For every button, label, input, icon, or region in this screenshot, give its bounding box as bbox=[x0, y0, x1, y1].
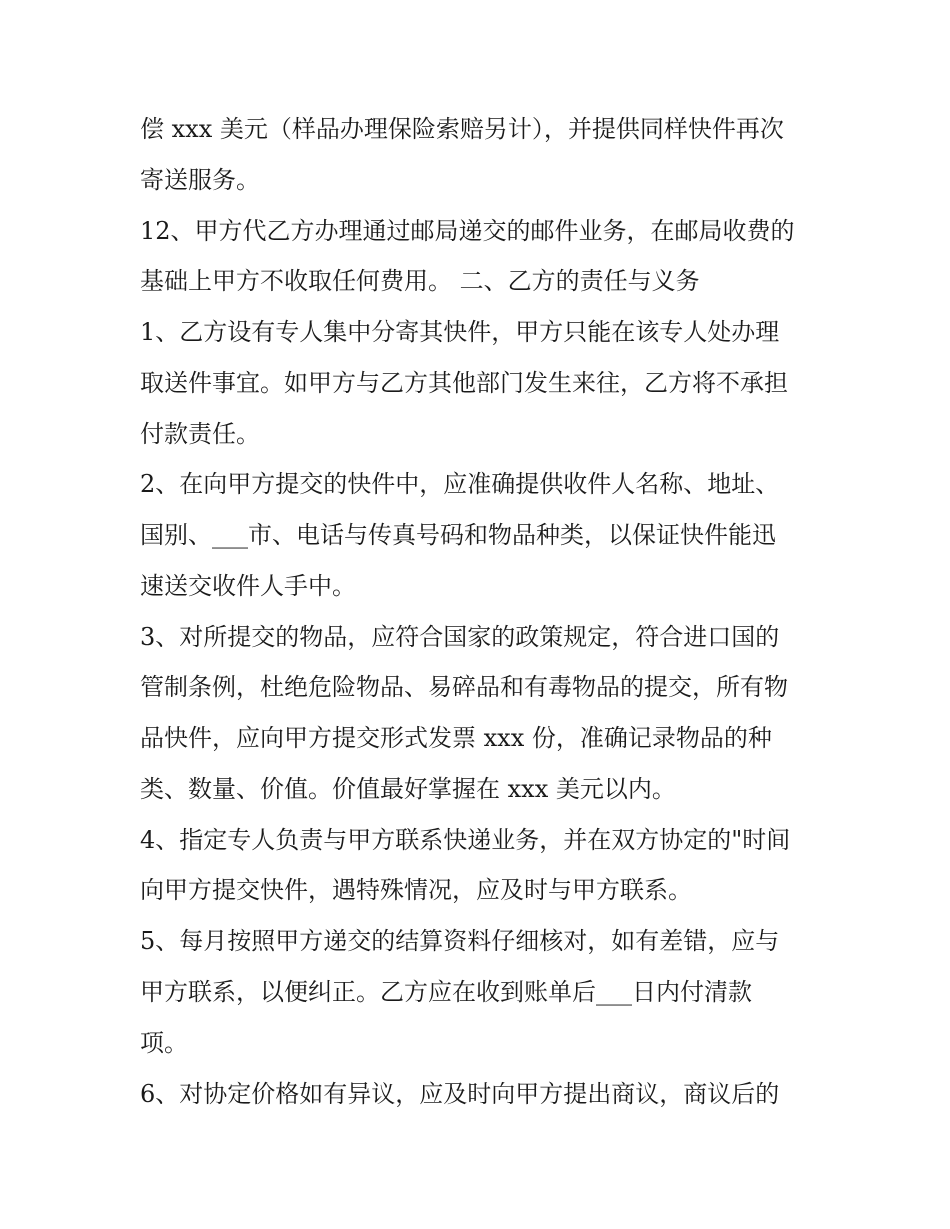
text-line: 向甲方提交快件，遇特殊情况，应及时与甲方联系。 bbox=[140, 876, 692, 904]
text-line: 3、对所提交的物品，应符合国家的政策规定，符合进口国的 bbox=[140, 623, 780, 651]
text-line: 12、甲方代乙方办理通过邮局递交的邮件业务，在邮局收费的 bbox=[140, 217, 795, 245]
text-line: 品快件，应向甲方提交形式发票 xxx 份，准确记录物品的种 bbox=[140, 724, 772, 752]
text-line: 基础上甲方不收取任何费用。 二、乙方的责任与义务 bbox=[140, 267, 700, 295]
text-line: 偿 xxx 美元（样品办理保险索赔另计），并提供同样快件再次 bbox=[140, 115, 784, 143]
text-line: 6、对协定价格如有异议，应及时向甲方提出商议，商议后的 bbox=[140, 1080, 780, 1108]
text-line: 类、数量、价值。价值最好掌握在 xxx 美元以内。 bbox=[140, 775, 676, 803]
text-line: 付款责任。 bbox=[140, 420, 260, 448]
text-line: 甲方联系，以便纠正。乙方应在收到账单后___日内付清款 bbox=[140, 978, 752, 1006]
text-line: 国别、___市、电话与传真号码和物品种类，以保证快件能迅 bbox=[140, 521, 776, 549]
text-line: 1、乙方设有专人集中分寄其快件，甲方只能在该专人处办理 bbox=[140, 318, 780, 346]
text-line: 2、在向甲方提交的快件中，应准确提供收件人名称、地址、 bbox=[140, 470, 780, 498]
text-line: 4、指定专人负责与甲方联系快递业务，并在双方协定的"时间 bbox=[140, 826, 791, 854]
text-line: 管制条例，杜绝危险物品、易碎品和有毒物品的提交，所有物 bbox=[140, 673, 788, 701]
text-line: 寄送服务。 bbox=[140, 166, 260, 194]
text-line: 速送交收件人手中。 bbox=[140, 572, 356, 600]
text-line: 取送件事宜。如甲方与乙方其他部门发生来往，乙方将不承担 bbox=[140, 369, 788, 397]
text-line: 5、每月按照甲方递交的结算资料仔细核对，如有差错，应与 bbox=[140, 927, 780, 955]
text-line: 项。 bbox=[140, 1029, 188, 1057]
